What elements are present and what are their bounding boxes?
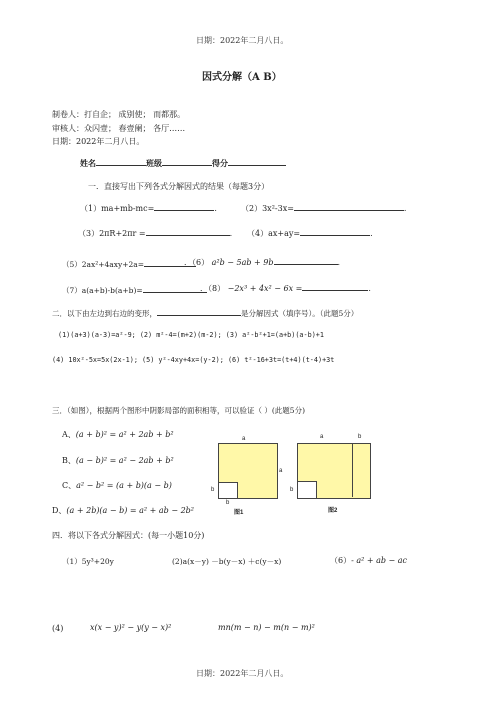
s1-q2-blank[interactable] xyxy=(294,202,404,211)
s1-q8-expr: −2x³ + 4x² − 6x = xyxy=(227,284,303,293)
s4-q3-label: （6） xyxy=(330,556,352,565)
s4-q4-label: (4) xyxy=(52,624,64,633)
s4-q1: （1）5y³+20y xyxy=(62,557,114,566)
s3-opt-c-expr: a² − b² = (a + b)(a − b) xyxy=(76,481,172,490)
section2-heading xyxy=(52,307,358,318)
section4-heading: 四．将以下各式分解因式：(每一小题10分) xyxy=(52,531,205,540)
s4-q3-expr: - a² + ab − ac xyxy=(351,556,408,565)
fig2-inner-square xyxy=(297,481,317,499)
fig2-divider xyxy=(352,443,354,497)
s1-q3-text: （3）2πR+2πr = xyxy=(78,229,146,238)
s1-q3-blank[interactable] xyxy=(146,227,230,236)
fig2-label-a-top: a xyxy=(320,434,324,440)
header-date: 日期：2022年二月八日。 xyxy=(196,36,289,45)
s3-opt-a-expr: (a + b)² = a² + 2ab + b² xyxy=(75,430,174,439)
fig1-label-a-top: a xyxy=(242,436,246,442)
s1-q6-expr: a²b − 5ab + 9b xyxy=(211,258,274,267)
s3-option-c[interactable] xyxy=(62,481,172,491)
s3-opt-c-label: C、 xyxy=(62,481,77,490)
s4-q2: (2)a(x－y) －b(y－x) ＋c(y－x) xyxy=(172,557,282,566)
s1-q6: ．（6） a²b − 5ab + 9b . xyxy=(184,258,341,267)
s3-opt-b-label: B、 xyxy=(62,456,76,465)
fig1-inner-square xyxy=(218,482,238,499)
s1-q4: （4）ax+ay= . xyxy=(247,229,373,238)
s2-heading-pre: 二．以下由左边到右边的变形， xyxy=(52,309,157,318)
s4-q4a: x(x − y)² − y(y − x)² xyxy=(90,623,172,632)
s1-q8-blank[interactable] xyxy=(302,282,368,291)
s1-q1-text: （1）ma+mb-mc= xyxy=(80,204,155,213)
s3-opt-b-expr: (a − b)² = a² − 2ab + b² xyxy=(75,456,174,465)
s1-q3: （3）2πR+2πr = . xyxy=(78,229,233,238)
s1-q4-blank[interactable] xyxy=(300,227,370,236)
meta-reviewer: 审核人：众闪壹； 春壹阑； 各厅…… xyxy=(52,124,186,133)
s1-q2: （2）3x²-3x= . xyxy=(241,204,407,213)
s2-heading-post: 是分解因式（填序号）。（此题5分） xyxy=(241,309,359,318)
score-blank[interactable] xyxy=(228,157,286,166)
section1-heading-text: 一．直接写出下列各式分解因式的结果（每题3分） xyxy=(88,182,270,191)
s3-option-a[interactable] xyxy=(62,430,174,440)
score-label: 得分 xyxy=(212,158,228,168)
s3-option-d[interactable] xyxy=(52,506,194,516)
fig-label-a-mid: a xyxy=(279,468,283,474)
s4-q4b: mn(m − n) − m(n − m)² xyxy=(218,623,315,632)
s1-q5-text: （5）2ax²+4axy+2a= xyxy=(62,260,145,269)
s2-line1: (1)(a+3)(a-3)=a²-9; (2) m²-4=(m+2)(m-2); (3) a²-b²+1=(a+b)(a-b)+1 xyxy=(58,331,324,339)
footer-date: 日期：2022年二月八日。 xyxy=(196,669,289,678)
name-label: 姓名 xyxy=(80,158,96,168)
s1-q1-blank[interactable] xyxy=(154,202,214,211)
page-title: 因式分解（A B） xyxy=(202,72,282,83)
name-blank[interactable] xyxy=(96,157,146,166)
fig2-caption: 图2 xyxy=(328,508,338,514)
meta-date: 日期：2022年二月八日。 xyxy=(52,137,145,146)
fig2-label-b-left: b xyxy=(290,487,294,493)
meta-author: 制卷人：打自企； 成别使； 而都那。 xyxy=(52,110,186,119)
s3-opt-d-expr: (a + 2b)(a − b) = a² + ab − 2b² xyxy=(66,506,195,515)
s1-q1: （1）ma+mb-mc= . xyxy=(80,204,217,213)
s3-opt-d-label: D、 xyxy=(52,506,67,515)
s2-line2: (4) 10x²-5x=5x(2x-1); (5) y²-4xy+4x=(y-2); (6) t²-16+3t=(t+4)(t-4)+3t xyxy=(52,356,335,364)
s1-q8: ．（8） −2x³ + 4x² − 6x = . xyxy=(200,284,371,293)
student-info-row xyxy=(80,157,286,168)
s1-q6-label: ．（6） xyxy=(184,258,210,267)
fig1-caption: 图1 xyxy=(234,510,244,516)
fig2-label-b-top: b xyxy=(358,434,362,440)
s1-q7-text: （7）a(a+b)-b(a+b)= xyxy=(62,286,143,295)
s1-q7-blank[interactable] xyxy=(143,284,207,293)
s2-blank[interactable] xyxy=(157,307,241,316)
s1-q2-text: （2）3x²-3x= xyxy=(241,204,294,213)
class-blank[interactable] xyxy=(162,157,212,166)
section3-heading: 三．（如图），根据两个图形中阴影局部的面积相等，可以验证（ ）(此题5分) xyxy=(52,406,306,415)
s1-q6-blank[interactable] xyxy=(274,256,338,265)
s1-q8-label: ．（8） xyxy=(200,284,226,293)
s3-option-b[interactable] xyxy=(62,456,174,466)
fig1-label-b-left: b xyxy=(211,487,215,493)
section1-heading xyxy=(88,182,269,192)
s3-opt-a-label: A、 xyxy=(62,430,76,439)
s1-q7 xyxy=(62,284,207,295)
s1-q5 xyxy=(62,258,196,269)
s4-q3 xyxy=(330,556,407,566)
s1-q4-text: （4）ax+ay= xyxy=(247,229,301,238)
class-label: 班级 xyxy=(146,158,162,168)
fig1-label-b-bottom: b xyxy=(226,500,230,506)
